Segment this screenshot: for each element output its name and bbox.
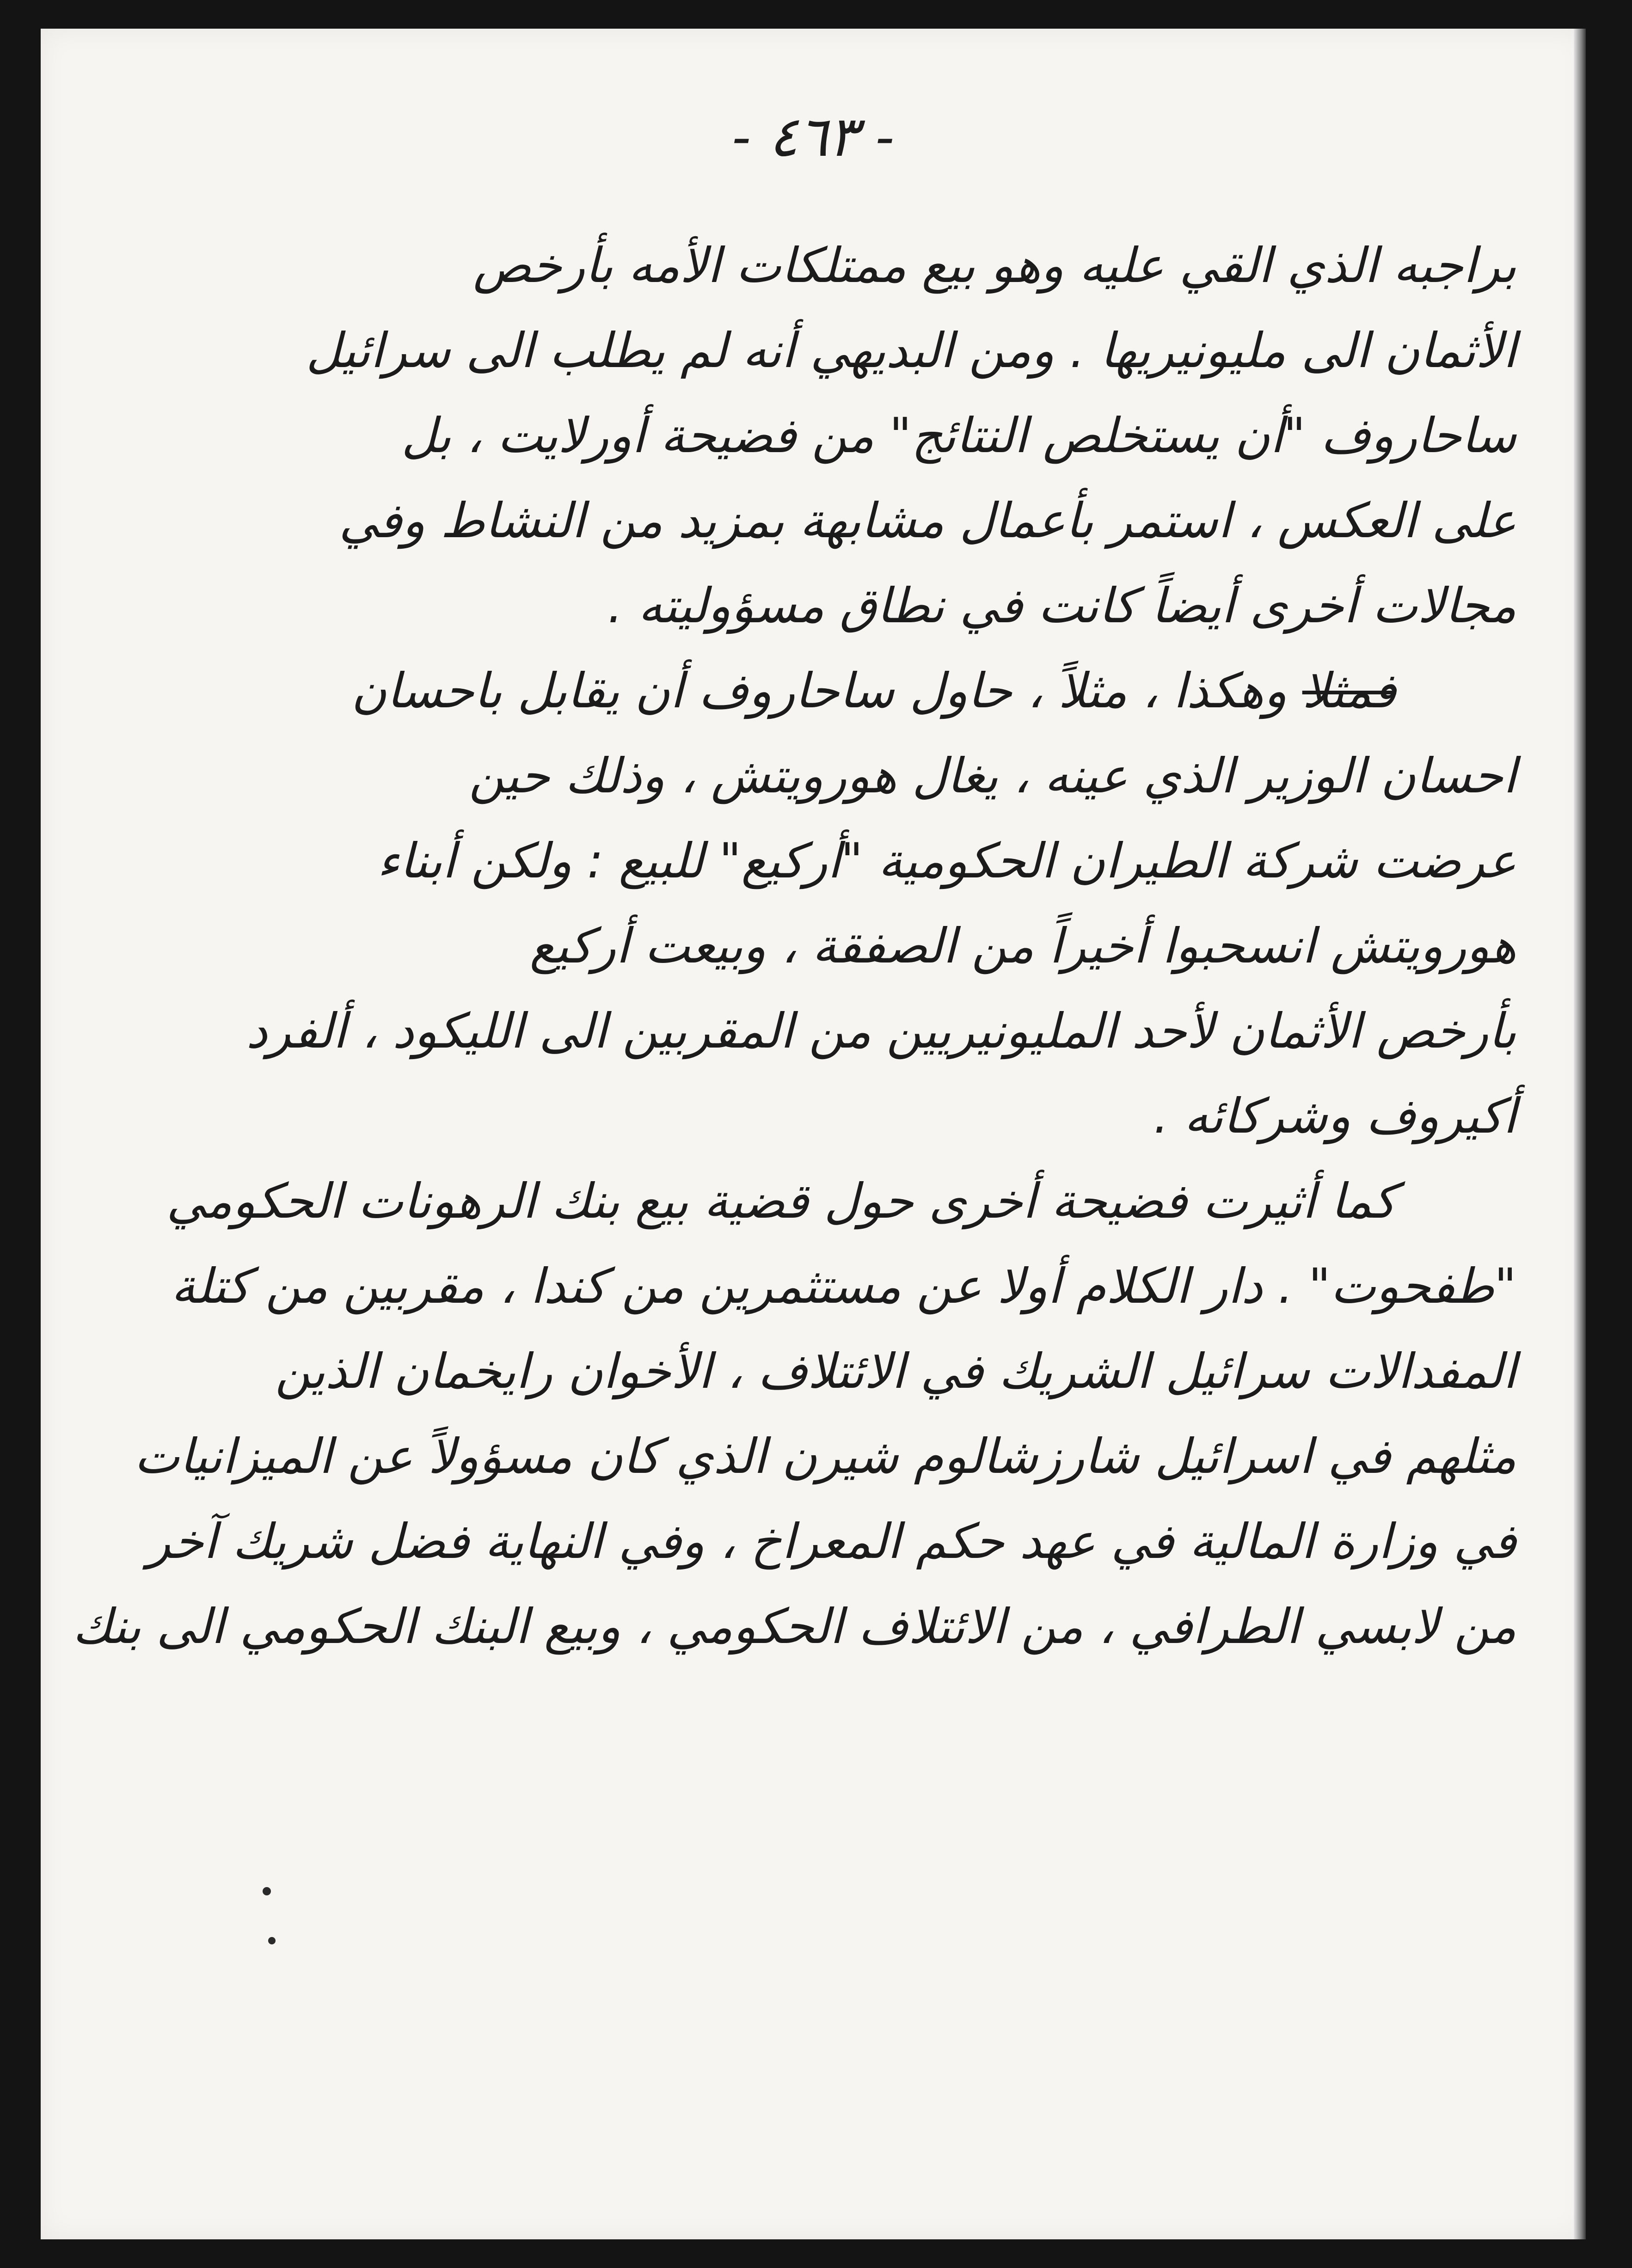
text-line xyxy=(105,308,1516,393)
line-text: عرضت شركة الطيران الحكومية "أركيع" للبيع : ولكن أبناء xyxy=(377,833,1516,889)
text-line xyxy=(105,1329,1516,1414)
line-text: على العكس ، استمر بأعمال مشابهة بمزيد من النشاط وفي xyxy=(339,492,1516,549)
line-text: من لابسي الطرافي ، من الائتلاف الحكومي ، وبيع البنك الحكومي الى بنك xyxy=(73,1598,1516,1655)
line-text: ساحاروف "أن يستخلص النتائج" من فضيحة أورلايت ، بل xyxy=(401,407,1516,464)
text-line xyxy=(105,1159,1516,1244)
struck-word: فمثلا xyxy=(1302,662,1396,719)
text-line xyxy=(105,988,1516,1073)
line-text: المفدالات سرائيل الشريك في الائتلاف ، الأخوان رايخمان الذين xyxy=(275,1343,1516,1399)
text-line xyxy=(105,393,1516,478)
line-text: بأرخص الأثمان لأحد المليونيريين من المقربين الى الليكود ، ألفرد xyxy=(246,1003,1516,1059)
text-line xyxy=(105,1244,1516,1329)
text-line xyxy=(105,478,1516,563)
line-text: كما أثيرت فضيحة أخرى حول قضية بيع بنك الرهونات الحكومي xyxy=(166,1173,1396,1229)
text-line xyxy=(105,223,1516,308)
text-line xyxy=(105,1073,1516,1159)
line-text: أكيروف وشركائه . xyxy=(1153,1088,1516,1144)
line-text: مثلهم في اسرائيل شارزشالوم شيرن الذي كان مسؤولاً عن الميزانيات xyxy=(134,1428,1516,1484)
text-line xyxy=(73,1584,1516,1669)
line-text: احسان الوزير الذي عينه ، يغال هورويتش ، وذلك حين xyxy=(469,748,1516,804)
handwritten-text-body xyxy=(73,223,1516,1669)
line-text: في وزارة المالية في عهد حكم المعراخ ، وفي النهاية فضل شريك آخر xyxy=(147,1513,1516,1569)
text-line xyxy=(105,818,1516,903)
line-text: "طفحوت" . دار الكلام أولا عن مستثمرين من كندا ، مقربين من كتلة xyxy=(171,1258,1516,1314)
line-text: مجالات أخرى أيضاً كانت في نطاق مسؤوليته . xyxy=(607,577,1516,634)
text-line xyxy=(105,903,1516,988)
line-text: براجبه الذي القي عليه وهو بيع ممتلكات الأمه بأرخص xyxy=(473,237,1516,294)
ink-dot xyxy=(263,1887,271,1895)
ink-dot xyxy=(268,1937,276,1944)
document-page xyxy=(41,29,1586,2239)
line-text: وهكذا ، مثلاً ، حاول ساحاروف أن يقابل باحسان xyxy=(351,662,1287,719)
text-line xyxy=(105,733,1516,818)
page-number: - ٤٦٣ - xyxy=(732,105,895,169)
text-line xyxy=(105,1414,1516,1499)
line-text: هورويتش انسحبوا أخيراً من الصفقة ، وبيعت أركيع xyxy=(529,918,1516,974)
text-line xyxy=(105,563,1516,648)
scan-edge xyxy=(1574,29,1586,2239)
text-line xyxy=(105,648,1516,733)
text-line xyxy=(105,1499,1516,1584)
line-text: الأثمان الى مليونيريها . ومن البديهي أنه لم يطلب الى سرائيل xyxy=(306,322,1516,379)
